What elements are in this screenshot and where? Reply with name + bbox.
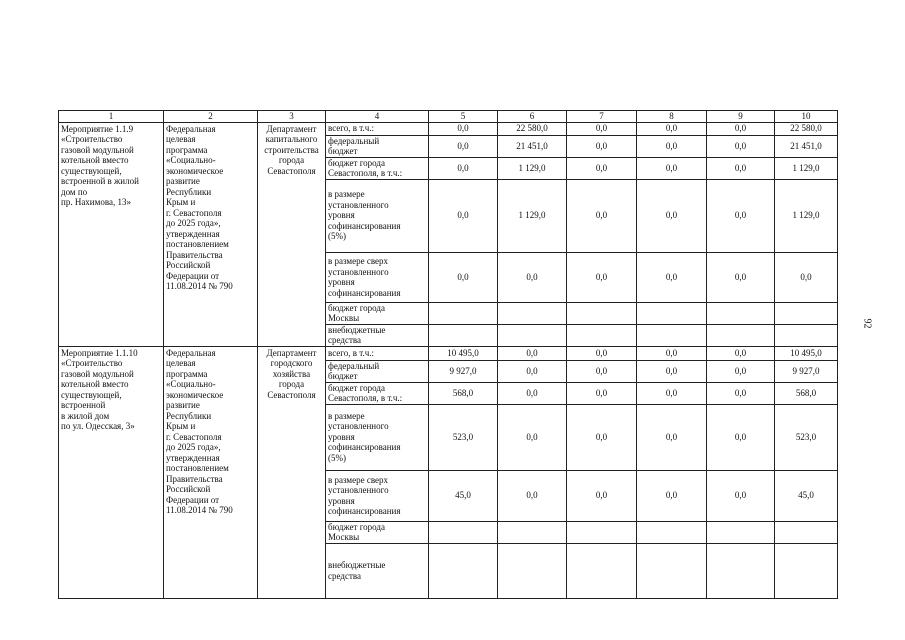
value-cell: 45,0 [775, 470, 838, 521]
funding-source-cell: бюджет города Севастополя, в т.ч.: [326, 382, 429, 404]
funding-source-cell: в размере установленного уровня софинансирования (5%) [326, 404, 429, 470]
value-cell [429, 543, 498, 598]
value-cell: 0,0 [637, 404, 707, 470]
value-cell [567, 543, 637, 598]
value-cell: 0,0 [707, 122, 775, 135]
value-cell: 21 451,0 [498, 135, 567, 157]
value-cell: 10 495,0 [775, 346, 838, 360]
funding-source-cell: бюджет города Москвы [326, 521, 429, 543]
value-cell: 0,0 [567, 404, 637, 470]
value-cell: 568,0 [429, 382, 498, 404]
page-number: 92 [861, 318, 873, 329]
value-cell [775, 302, 838, 324]
value-cell [498, 521, 567, 543]
funding-source-cell: внебюджетные средства [326, 324, 429, 346]
executor-cell: Департамент городского хозяйства города Севастополя [258, 346, 326, 598]
value-cell: 45,0 [429, 470, 498, 521]
value-cell [637, 521, 707, 543]
value-cell: 10 495,0 [429, 346, 498, 360]
value-cell [567, 324, 637, 346]
value-cell [429, 302, 498, 324]
value-cell: 0,0 [429, 135, 498, 157]
value-cell: 0,0 [567, 470, 637, 521]
header-row [59, 111, 838, 123]
value-cell: 1 129,0 [775, 157, 838, 179]
column-header: 7 [567, 111, 637, 123]
value-cell: 0,0 [567, 360, 637, 382]
value-cell: 523,0 [775, 404, 838, 470]
budget-table [58, 110, 838, 599]
value-cell: 568,0 [775, 382, 838, 404]
value-cell: 0,0 [637, 346, 707, 360]
value-cell: 0,0 [637, 360, 707, 382]
value-cell: 9 927,0 [429, 360, 498, 382]
column-header: 10 [775, 111, 838, 123]
value-cell: 0,0 [567, 135, 637, 157]
table-row [59, 122, 838, 135]
table-row [59, 346, 838, 360]
funding-source-cell: всего, в т.ч.: [326, 346, 429, 360]
event-cell: Мероприятие 1.1.10 «Строительство газовой модульной котельной вместо существующей, встроенной в жилой дом по ул. Одесская, 3» [59, 346, 164, 598]
value-cell: 0,0 [498, 360, 567, 382]
value-cell: 0,0 [707, 179, 775, 252]
column-header: 1 [59, 111, 164, 123]
value-cell: 0,0 [567, 122, 637, 135]
value-cell: 0,0 [637, 470, 707, 521]
value-cell: 0,0 [707, 135, 775, 157]
funding-source-cell: федеральный бюджет [326, 135, 429, 157]
value-cell: 523,0 [429, 404, 498, 470]
value-cell [498, 302, 567, 324]
value-cell [707, 543, 775, 598]
value-cell: 0,0 [707, 157, 775, 179]
value-cell: 0,0 [707, 404, 775, 470]
value-cell [637, 302, 707, 324]
value-cell: 22 580,0 [498, 122, 567, 135]
value-cell [637, 543, 707, 598]
column-header: 3 [258, 111, 326, 123]
value-cell [707, 521, 775, 543]
column-header: 8 [637, 111, 707, 123]
value-cell: 0,0 [637, 179, 707, 252]
funding-source-cell: федеральный бюджет [326, 360, 429, 382]
value-cell: 0,0 [707, 346, 775, 360]
value-cell: 0,0 [707, 252, 775, 302]
value-cell: 0,0 [707, 382, 775, 404]
value-cell [429, 521, 498, 543]
funding-source-cell: бюджет города Москвы [326, 302, 429, 324]
value-cell [498, 324, 567, 346]
value-cell: 0,0 [567, 252, 637, 302]
value-cell: 1 129,0 [775, 179, 838, 252]
value-cell: 0,0 [637, 157, 707, 179]
value-cell: 0,0 [567, 179, 637, 252]
value-cell: 0,0 [429, 157, 498, 179]
value-cell: 0,0 [567, 157, 637, 179]
column-header: 6 [498, 111, 567, 123]
value-cell: 0,0 [775, 252, 838, 302]
value-cell: 0,0 [498, 382, 567, 404]
column-header: 2 [164, 111, 258, 123]
event-cell: Мероприятие 1.1.9 «Строительство газовой модульной котельной вместо существующей, встроенной в жилой дом по пр. Нахимова, 13» [59, 122, 164, 346]
value-cell: 0,0 [498, 404, 567, 470]
value-cell: 1 129,0 [498, 157, 567, 179]
funding-source-cell: внебюджетные средства [326, 543, 429, 598]
value-cell: 0,0 [637, 382, 707, 404]
value-cell [707, 324, 775, 346]
value-cell [498, 543, 567, 598]
value-cell: 0,0 [498, 252, 567, 302]
value-cell: 22 580,0 [775, 122, 838, 135]
funding-source-cell: в размере установленного уровня софинансирования (5%) [326, 179, 429, 252]
column-header: 5 [429, 111, 498, 123]
value-cell [775, 521, 838, 543]
value-cell: 21 451,0 [775, 135, 838, 157]
funding-source-cell: всего, в т.ч.: [326, 122, 429, 135]
executor-cell: Департамент капитального строительства города Севастополя [258, 122, 326, 346]
value-cell: 0,0 [637, 135, 707, 157]
value-cell [637, 324, 707, 346]
value-cell [775, 324, 838, 346]
value-cell: 0,0 [567, 346, 637, 360]
value-cell: 0,0 [498, 346, 567, 360]
funding-source-cell: бюджет города Севастополя, в т.ч.: [326, 157, 429, 179]
value-cell: 0,0 [637, 252, 707, 302]
value-cell: 0,0 [429, 122, 498, 135]
value-cell [567, 521, 637, 543]
program-cell: Федеральная целевая программа «Социально- экономическое развитие Республики Крым и г. Севастополя до 2025 года», утвержденная постановлением Правительства Российской Федерации от 11.08.2014 № 790 [164, 346, 258, 598]
value-cell [707, 302, 775, 324]
funding-source-cell: в размере сверх установленного уровня софинансирования [326, 470, 429, 521]
value-cell: 0,0 [498, 470, 567, 521]
value-cell [567, 302, 637, 324]
value-cell: 0,0 [707, 470, 775, 521]
value-cell [775, 543, 838, 598]
value-cell: 9 927,0 [775, 360, 838, 382]
program-cell: Федеральная целевая программа «Социально- экономическое развитие Республики Крым и г. Севастополя до 2025 года», утвержденная постановлением Правительства Российской Федерации от 11.08.2014 № 790 [164, 122, 258, 346]
value-cell: 1 129,0 [498, 179, 567, 252]
value-cell: 0,0 [429, 252, 498, 302]
column-header: 9 [707, 111, 775, 123]
value-cell: 0,0 [707, 360, 775, 382]
value-cell: 0,0 [567, 382, 637, 404]
value-cell: 0,0 [637, 122, 707, 135]
value-cell [429, 324, 498, 346]
column-header: 4 [326, 111, 429, 123]
value-cell: 0,0 [429, 179, 498, 252]
funding-source-cell: в размере сверх установленного уровня софинансирования [326, 252, 429, 302]
